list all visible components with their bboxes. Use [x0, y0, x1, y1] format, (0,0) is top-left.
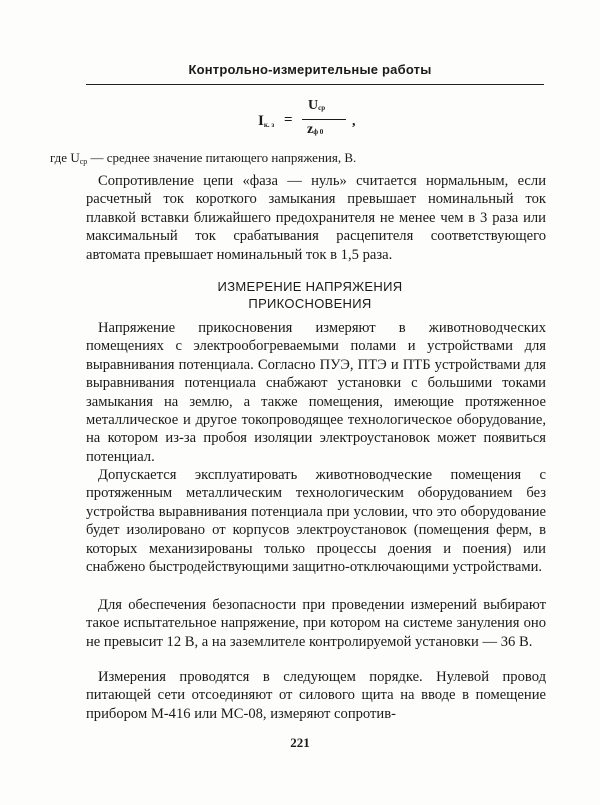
- formula-lhs: [258, 113, 274, 130]
- formula-comma: ,: [352, 114, 356, 129]
- formula-numerator-symbol: U: [308, 98, 319, 113]
- formula-explanation: [50, 150, 356, 166]
- paragraph-text: Допускается эксплуатировать животноводческие помещения с протяженным металлическим технологическим оборудованием без устройства выравнивания потенциала при условии, что это оборудование будет изолировано от корпусов электроустановок (помещения ферм, в которых механизированы только процессы доения и поения) или снабжено быстродействующими защитно-отключающими устройствами.: [86, 467, 546, 576]
- page-number: 221: [290, 735, 310, 750]
- running-head: Контрольно-измерительные работы: [188, 62, 432, 77]
- paragraph-allowed-operation: [86, 466, 546, 594]
- formula-lhs-symbol: I: [258, 113, 264, 129]
- header-rule: [86, 84, 544, 85]
- fraction-bar: [302, 119, 346, 120]
- short-circuit-formula: [250, 98, 370, 144]
- section-heading-line-1: ИЗМЕРЕНИЕ НАПРЯЖЕНИЯ: [217, 279, 403, 294]
- formula-denominator-subscript: ф 0: [313, 128, 324, 136]
- paragraph-text: Напряжение прикосновения измеряют в животноводческих помещениях с электрообогреваемыми полами и устройствами для выравнивания потенциала. Согласно ПУЭ, ПТЭ и ПТБ устройствами для выравнивания потенциала снабжают установки с большими токами замыкания на землю, а также помещения, имеющие протяженное металлическое и другое токопроводящее технологическое оборудование, на котором из-за пробоя изоляции электроустановок может появиться потенциал.: [86, 320, 546, 465]
- formula-numerator-subscript: ср: [318, 104, 326, 112]
- paragraph-procedure: [86, 668, 546, 728]
- formula-equals: =: [284, 112, 293, 128]
- paragraph-text: Для обеспечения безопасности при проведении измерений выбирают такое испытательное напряжение, при котором на системе зануления оно не превысит 12 В, а на заземлителе контролируемой установки — 36 В.: [86, 597, 546, 650]
- paragraph-text: Сопротивление цепи «фаза — нуль» считается нормальным, если расчетный ток короткого замыкания превышает номинальный ток плавкой вставки ближайшего предохранителя не менее чем в 3 раза или максимальный ток срабатывания расцепителя соответствующего автомата превышает номинальный ток в 1,5 раза.: [86, 173, 546, 263]
- formula-lhs-subscript: к. з: [263, 121, 275, 129]
- paragraph-phase-zero: [86, 172, 546, 268]
- paragraph-text: Измерения проводятся в следующем порядке. Нулевой провод питающей сети отсоединяют от силового щита на вводе в помещение прибором М-416 или МС-08, измеряют сопротив-: [86, 669, 546, 722]
- paragraph-test-voltage: [86, 596, 546, 666]
- paragraph-touch-voltage: [86, 319, 546, 467]
- formula-denominator: [307, 122, 323, 138]
- where-subscript: ср: [79, 157, 88, 166]
- formula-numerator: [308, 98, 325, 114]
- where-prefix: где U: [50, 150, 80, 165]
- formula-denominator-symbol: z: [307, 122, 314, 137]
- section-heading-line-2: ПРИКОСНОВЕНИЯ: [248, 296, 372, 311]
- where-rest: — среднее значение питающего напряжения, В.: [87, 150, 357, 165]
